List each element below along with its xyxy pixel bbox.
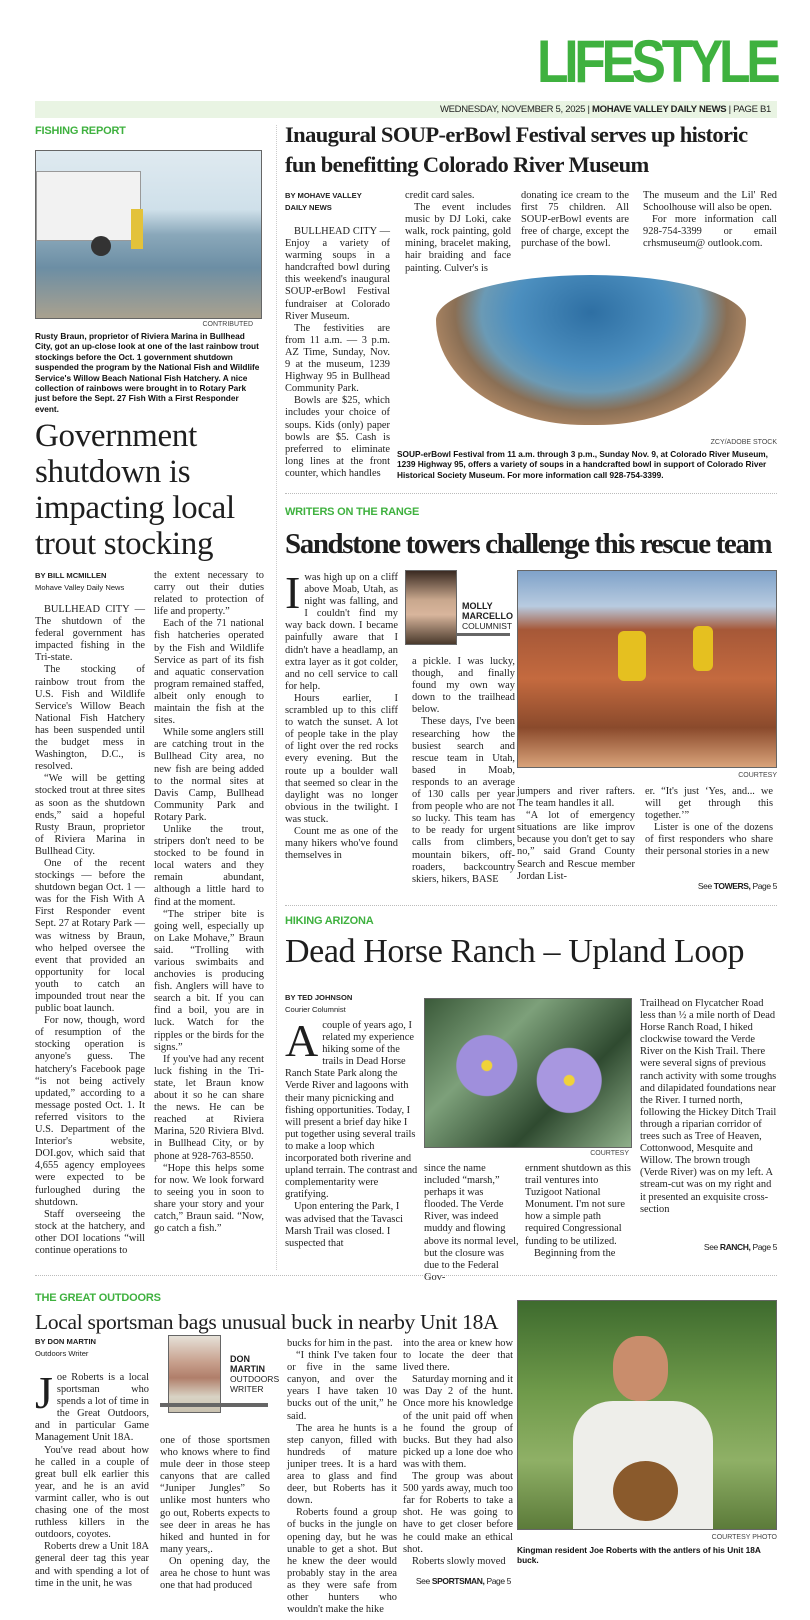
- fishing-kicker: FISHING REPORT: [35, 125, 126, 137]
- paragraph: Unlike the trout, stripers don't need to be stocked to be found in local waters and they remain abundant, although a little hard to find at the moment.: [154, 823, 264, 908]
- wheel-shape: [91, 236, 111, 256]
- paragraph: The event includes music by DJ Loki, cake walk, rock painting, gold mining, bracelet making, hair braiding and face painting. Culver's is: [405, 202, 511, 274]
- headline: Dead Horse Ranch – Upland Loop: [285, 933, 745, 970]
- photo-credit: CONTRIBUTED: [202, 321, 253, 328]
- paragraph: Roberts found a group of bucks in the jungle on opening day, but he was unable to get a shot. But he knew the deer would probably stay in the area as they were safe from other hunters who wouldn't make the hike: [287, 1507, 397, 1616]
- truck-shape: [36, 171, 141, 241]
- photo-caption: Kingman resident Joe Roberts with the antlers of his Unit 18A buck.: [517, 1545, 761, 1566]
- paragraph: The stocking of rainbow trout from the U.S. Fish and Wildlife Service's Willow Beach National Fish Hatchery has been suspended until the budget mess in Washington, D.C., is resolved.: [35, 664, 145, 773]
- paragraph: “I think I've taken four or five in the same canyon, and over the years I have taken 10 bucks out of the unit,” he said.: [287, 1350, 397, 1422]
- article-column: [287, 1338, 397, 1616]
- photo-credit: COURTESY: [738, 772, 777, 779]
- column-divider: [276, 125, 277, 1270]
- paragraph: Staff overseeing the stock at the hatchery, and other DOI locations “will continue operations to: [35, 1208, 145, 1256]
- article-column: [285, 1015, 418, 1250]
- article-column: [403, 1338, 513, 1568]
- drop-cap: A: [285, 1015, 319, 1066]
- article-column: [405, 190, 511, 275]
- paragraph: Upon entering the Park, I was advised that the Tavasci Marsh Trail was closed. I suspected that: [285, 1201, 403, 1249]
- antler-plaque-shape: [613, 1461, 678, 1521]
- paragraph: The group was about 500 yards away, much too far for Roberts to take a shot. He was going to have to get closer before he could make an ethical shot.: [403, 1471, 513, 1555]
- affiliation: Mohave Valley Daily News: [35, 583, 125, 592]
- article-column: [160, 1435, 270, 1592]
- paragraph: ernment shutdown as this trail ventures into Tuzigoot National Monument. I'm not sure how a simple path required Congressional funding to be utilized.: [525, 1163, 631, 1247]
- author: BY MOHAVE VALLEY DAILY NEWS: [285, 191, 362, 212]
- headline: Local sportsman bags unusual buck in nearby Unit 18A: [35, 1310, 499, 1334]
- rescuer-shape: [693, 626, 713, 671]
- paragraph: The area he hunts is a step canyon, filled with hundreds of mature juniper trees. It is a hard area to glass and find deer, but Roberts has it down.: [287, 1422, 397, 1507]
- article-column: [521, 190, 629, 250]
- paragraph: Trailhead on Flycatcher Road less than ½ a mile north of Dead Horse Ranch Road, I hiked clockwise toward the Verde River on the Kish Trail. There were several signs of previous ranch activity with some troughs and dilapidated foundations near the River. I turned north, following the Hickey Ditch Trail through a riparian corridor of trees such as Tree of Heaven, Cottonwood, Mesquite and Willow. The brown trough (Verde River) was on my left. A stream-cut was on my right and it presented an exquisite cross-section: [640, 998, 777, 1215]
- columnist-tag: [462, 601, 513, 631]
- columnist-role: COLUMNIST: [462, 621, 513, 631]
- article-column: [643, 190, 777, 250]
- paragraph: The festivities are from 11 a.m. — 3 p.m. AZ Time, Sunday, Nov. 9 at the museum, 1239 Highway 95 in Bullhead Community Park.: [285, 322, 390, 395]
- paragraph: “The striper bite is going well, especially up on Lake Mohave,” Braun said. “Trolling with various swimbaits and anchovies is producing fish. Anglers will have to search a bit. If you can find a boil, you are in luck. Watch for the ripples or the birds for the signs.”: [154, 908, 264, 1053]
- flower-photo: [424, 998, 632, 1148]
- article-column: [35, 1367, 149, 1590]
- paragraph: Roberts slowly moved: [412, 1555, 506, 1567]
- section-divider: [35, 1275, 777, 1276]
- range-kicker: WRITERS ON THE RANGE: [285, 506, 420, 518]
- article-column: [424, 1163, 520, 1284]
- drop-cap: J: [35, 1367, 53, 1418]
- author: BY BILL MCMILLEN: [35, 571, 107, 580]
- article-column: [517, 786, 635, 883]
- photo-credit: ZCY/ADOBE STOCK: [710, 439, 777, 446]
- paragraph: BULLHEAD CITY — Enjoy a variety of warming soups in a handcrafted bowl during this weekend's inaugural SOUP-erBowl Festival fundraiser at Colorado River Museum.: [285, 226, 390, 322]
- paragraph: “We will be getting stocked trout at three sites as soon as the shutdown ends,” said a hopeful Rusty Braun, proprietor of Riviera Marina in Bullhead City.: [35, 773, 145, 857]
- paragraph: a pickle. I was lucky, though, and finally found my own way down to the trailhead below.: [412, 656, 515, 716]
- affiliation: Outdoors Writer: [35, 1349, 89, 1358]
- paragraph: Each of the 71 national fish hatcheries operated by the Fish and Wildlife Service as part of its fish and aquatic conservation program remained staffed, albeit only enough to maintain the fish at the sites.: [154, 618, 264, 727]
- article-column: [285, 567, 398, 862]
- headline: Inaugural SOUP-erBowl Festival serves up historic fun benefitting Colorado River Museum: [285, 122, 748, 177]
- paragraph: Bowls are $25, which includes your choice of soups. Kids (only) paper bowls are $5. Cash is preferred to eliminate long lines at the front counter, which handles: [285, 395, 390, 479]
- paragraph: couple of years ago, I related my experience hiking some of the trails in Dead Horse Ranch State Park along the Verde River and lagoons with their many picnicking and fishing opportunities. Today, I will present a brief day hike I put together using several trails to make a loop which incorporated both riverine and upland terrain. The contrast and complementarity were gratifying.: [285, 1020, 418, 1201]
- byline: [285, 190, 375, 214]
- byline: [285, 992, 352, 1016]
- outdoors-kicker: THE GREAT OUTDOORS: [35, 1292, 161, 1304]
- tag-rule: [160, 1403, 268, 1407]
- byline: [35, 1336, 96, 1360]
- photo-credit: COURTESY: [590, 1150, 629, 1157]
- paragraph: Roberts drew a Unit 18A general deer tag this year and with spending a lot of time in the unit, he was: [35, 1541, 149, 1589]
- paragraph: into the area or knew how to locate the deer that lived there.: [403, 1338, 513, 1374]
- paragraph: For more information call 928-754-3399 or email crhsmuseum@ outlook.com.: [643, 214, 777, 250]
- headline: Sandstone towers challenge this rescue team: [285, 528, 772, 560]
- paragraph: Lister is one of the dozens of first responders who share their personal stories in a new: [645, 822, 773, 858]
- paragraph: oe Roberts is a local sportsman who spends a lot of time in the Great Outdoors, and in particular Game Management Unit 18A.: [35, 1372, 149, 1444]
- article-column: [285, 226, 390, 480]
- columnist-tag: [230, 1354, 279, 1394]
- paragraph: One of the recent stockings — before the shutdown began Oct. 1 — was for the Fish With A First Responder event Sept. 27 at Rotary Park — was witness by Braun, who helped oversee the event that provided an opportunity for local youth to catch an impounded trout near the public boat launch.: [35, 857, 145, 1015]
- article-column: [412, 656, 515, 886]
- paper-name: MOHAVE VALLEY DAILY NEWS: [592, 104, 727, 115]
- bowl-photo: [436, 275, 746, 425]
- rescuer-shape: [618, 631, 646, 681]
- affiliation: Courier Columnist: [285, 1005, 346, 1014]
- paragraph: Saturday morning and it was Day 2 of the hunt. Once more his knowledge of the unit paid off when he found the group of bucks. But they had also picked up a lone doe who was with them.: [403, 1374, 513, 1470]
- author: BY TED JOHNSON: [285, 993, 353, 1002]
- columnist-headshot: [168, 1335, 221, 1413]
- columnist-name: MOLLY: [462, 601, 493, 611]
- paragraph: Count me as one of the many hikers who've found themselves in: [285, 825, 398, 862]
- photo-caption: SOUP-erBowl Festival from 11 a.m. through 3 p.m., Sunday Nov. 9, at Colorado River Museum, 1239 Highway 95, offers a variety of soups in a handcrafted bowl in support of Colorado River Historical Society Museum. For more information call 928-754-3399.: [397, 449, 768, 480]
- paragraph: “A lot of emergency situations are like improv because you don't get to say no,” said Grand County Search and Rescue member Jordan List-: [517, 810, 635, 882]
- date-bar: WEDNESDAY, NOVEMBER 5, 2025 | MOHAVE VALLEY DAILY NEWS | PAGE B1: [35, 101, 777, 118]
- columnist-name: DON: [230, 1354, 250, 1364]
- columnist-name: MARCELLO: [462, 611, 513, 621]
- person-shape: [131, 209, 143, 249]
- article-column: [525, 1163, 631, 1260]
- paragraph: donating ice cream to the first 75 children. All SOUP-erBowl events are free of charge, except the purchase of the bowl.: [521, 190, 629, 250]
- section-divider: [285, 493, 777, 494]
- columnist-name: MARTIN: [230, 1364, 265, 1374]
- author: BY DON MARTIN: [35, 1337, 97, 1346]
- rescue-photo: [517, 570, 777, 768]
- paragraph: “Hope this helps some for now. We look forward to seeing you in soon to share your story and your catch,” Braun said. “Now, go catch a fish.”: [154, 1162, 264, 1235]
- hunter-photo: [517, 1300, 777, 1530]
- paragraph: For now, though, word of resumption of the stocking operation is anyone's guess. The hatchery's Facebook page “is not being actively updated,” according to a message posted Oct. 1. It referred visitors to the U.S. Department of the Interior's website, DOI.gov, which said that 4,655 agency employees were expected to be furloughed during the shutdown.: [35, 1015, 145, 1208]
- jump-link[interactable]: See SPORTSMAN, Page 5: [415, 1576, 511, 1586]
- jump-link[interactable]: See RANCH, Page 5: [703, 1242, 777, 1252]
- paragraph: If you've had any recent luck fishing in the Tri-state, let Braun know about it so he can share the news. He can be reached at Riviera Marina, 520 Riviera Blvd. in Bullhead City, or by phone at 928-763-8550.: [154, 1053, 264, 1162]
- issue-date: WEDNESDAY, NOVEMBER 5, 2025: [439, 104, 586, 115]
- paragraph: er. “It's just ‘Yes, and... we will get through this together.’”: [645, 786, 773, 822]
- section-title: LIFESTYLE: [536, 28, 776, 95]
- paragraph: BULLHEAD CITY — The shutdown of the federal government has impacted fishing in the Tri-state.: [35, 604, 145, 664]
- paragraph: Beginning from the: [534, 1247, 616, 1259]
- paragraph: The museum and the Lil' Red Schoolhouse will also be open.: [643, 190, 777, 214]
- face-shape: [613, 1336, 668, 1401]
- paragraph: credit card sales.: [405, 190, 475, 201]
- tag-rule: [457, 633, 510, 636]
- fishing-photo: [35, 150, 262, 319]
- section-divider: [285, 905, 777, 906]
- headline: Government shutdown is impacting local trout stocking: [35, 418, 235, 562]
- paragraph: You've read about how he called in a couple of great bull elk earlier this year, and he is an avid varmint caller, who is out chasing one of the most ruthless killers in the outdoors, coyotes.: [35, 1444, 149, 1541]
- jump-link[interactable]: See TOWERS, Page 5: [697, 881, 777, 891]
- drop-cap: I: [285, 567, 301, 618]
- paragraph: On opening day, the area he chose to hunt was one that had produced: [160, 1555, 270, 1592]
- photo-credit: COURTESY PHOTO: [711, 1534, 777, 1541]
- paragraph: the extent necessary to carry out their duties related to protection of life and property.”: [154, 570, 264, 618]
- paragraph: While some anglers still are catching trout in the Bullhead City area, no new fish are being added to the normal sites at Davis Camp, Bullhead Community Park and Rotary Park.: [154, 727, 264, 823]
- page-number: PAGE B1: [733, 104, 771, 115]
- article-column: [154, 570, 264, 1235]
- paragraph: These days, I've been researching how the busiest search and rescue team in Utah, based in Moab, responds to an average of 130 calls per year from people who are not so lucky. This team has to be ready for urgent calls from climbers, mountain bikers, off-roaders, backcountry skiers, hikers, BASE: [412, 716, 515, 885]
- paragraph: was high up on a cliff above Moab, Utah, as night was falling, and I couldn't find my way back down. I became painfully aware that I didn't have a headlamp, an extra layer as it got colder, and no cell service to call for help.: [285, 572, 398, 692]
- columnist-role: OUTDOORS: [230, 1374, 280, 1384]
- article-column: [640, 998, 777, 1216]
- paragraph: since the name included “marsh,” perhaps it was flooded. The Verde River, was indeed muddy and flowing above its normal level, but the closure was due to the Federal Gov-: [424, 1163, 519, 1283]
- columnist-role: WRITER: [230, 1384, 264, 1394]
- paragraph: jumpers and river rafters. The team handles it all.: [517, 786, 635, 810]
- hiking-kicker: HIKING ARIZONA: [285, 915, 374, 927]
- photo-caption: Rusty Braun, proprietor of Riviera Marina in Bullhead City, got an up-close look at one of the last rainbow trout stockings before the Oct. 1 government shutdown suspended the program by the National Fish and Wildlife Service's Willow Beach National Fish Hatchery. A nice collection of rainbows were brought in to Rotary Park just before the Sept. 27 Fish With a First Responder event.: [35, 331, 260, 414]
- columnist-headshot: [405, 570, 457, 645]
- paragraph: one of those sportsmen who knows where to find mule deer in those steep canyons that are called “Juniper Jungles” So unlike most hunters who go out, Roberts expects to see deer in areas he has hiked and hunted in for many years,.: [160, 1435, 270, 1555]
- byline: [35, 570, 124, 594]
- article-column: [645, 786, 773, 859]
- paragraph: bucks for him in the past.: [287, 1338, 393, 1349]
- paragraph: Hours earlier, I scrambled up to this cliff to watch the sunset. A lot of people take in the play of light over the red rocks every evening. But the route up a boulder wall that seemed so clear in the daylight was no longer obvious in the twilight. I was stuck.: [285, 692, 398, 825]
- article-column: [35, 604, 145, 1257]
